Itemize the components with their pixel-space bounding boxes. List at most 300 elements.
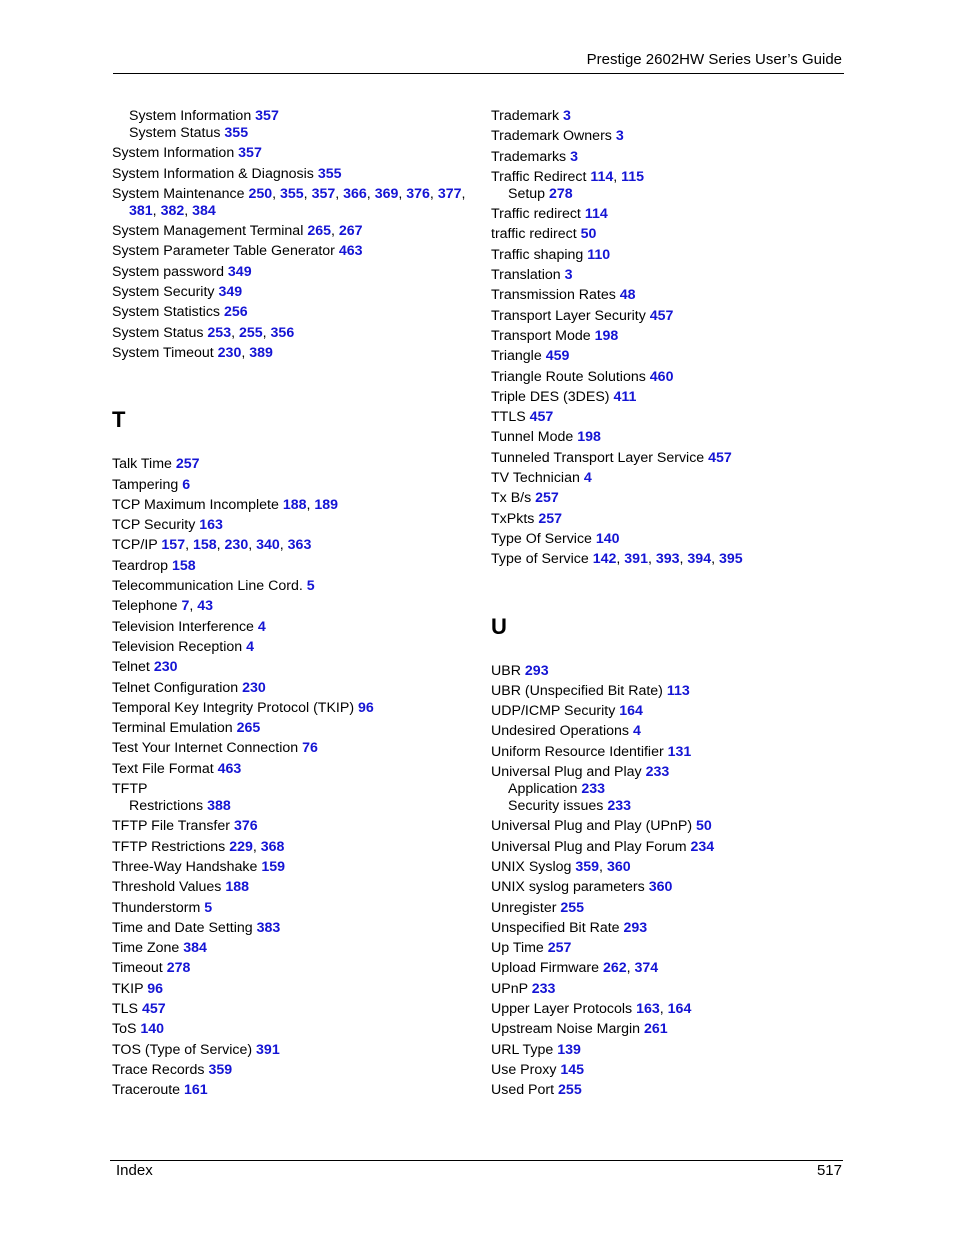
page-reference-link[interactable]: 381 <box>129 202 153 219</box>
index-term: TCP Security <box>112 517 196 534</box>
index-term: UBR <box>491 662 521 679</box>
index-term: Traffic shaping <box>491 246 584 263</box>
page-reference-link[interactable]: 389 <box>249 344 273 361</box>
page-reference-link[interactable]: 359 <box>575 858 600 875</box>
page-reference-link[interactable]: 114 <box>584 206 608 223</box>
page-reference-link[interactable]: 233 <box>607 798 632 815</box>
index-term: Text File Format <box>112 760 214 777</box>
index-term: traffic redirect <box>491 226 577 243</box>
index-term: Teardrop <box>112 557 168 574</box>
index-entry <box>112 940 482 957</box>
index-entry <box>491 490 861 507</box>
index-column-right <box>491 108 861 1102</box>
index-entry <box>491 940 861 957</box>
page-reference-link[interactable]: 115 <box>621 168 645 185</box>
index-term: ToS <box>112 1021 137 1038</box>
page-reference-link[interactable]: 145 <box>560 1061 585 1078</box>
index-term: TKIP <box>112 980 144 997</box>
section-spacer <box>491 572 861 614</box>
index-entry <box>112 1001 482 1018</box>
page-reference-link[interactable]: 459 <box>545 348 570 365</box>
page-reference-link[interactable]: 255 <box>560 899 585 916</box>
index-entry: System Maintenance 250, 355, 357, 366, 369, 376, 377, <box>112 185 466 202</box>
page-reference-link[interactable]: 363 <box>287 537 312 554</box>
page-reference-link[interactable]: 463 <box>217 760 242 777</box>
page-reference-link[interactable]: 198 <box>594 327 619 344</box>
index-term: Telecommunication Line Cord. <box>112 578 303 595</box>
page-reference-link[interactable]: 383 <box>256 919 281 936</box>
page-reference-link[interactable]: 163 <box>199 517 223 534</box>
index-term: Universal Plug and Play Forum <box>491 838 687 855</box>
index-term: TV Technician <box>491 470 580 487</box>
index-entry <box>491 450 861 467</box>
index-entry <box>491 900 861 917</box>
index-entry: UNIX Syslog 359, 360 <box>491 858 631 875</box>
page-reference-link[interactable]: 257 <box>535 490 559 507</box>
page-reference-link[interactable]: 267 <box>338 223 363 240</box>
index-term: System Information <box>129 108 252 124</box>
index-entry <box>491 744 861 761</box>
index-entry <box>491 683 861 700</box>
index-entry <box>491 108 861 125</box>
index-term: Unregister <box>491 899 557 916</box>
index-entry <box>491 267 861 284</box>
page-reference-link[interactable]: 394 <box>687 551 712 568</box>
page-reference-link[interactable]: 3 <box>615 128 624 145</box>
index-subentry <box>508 186 861 203</box>
page-reference-link[interactable]: 159 <box>261 858 285 875</box>
index-entry <box>491 764 861 781</box>
index-term: Telephone <box>112 598 178 615</box>
page-reference-link[interactable]: 96 <box>358 699 374 716</box>
page-reference-link[interactable]: 230 <box>217 344 242 361</box>
index-entry <box>491 703 861 720</box>
page-reference-link[interactable]: 376 <box>406 185 430 202</box>
index-term: Universal Plug and Play <box>491 764 642 781</box>
index-entry-continuation: 381, 382, 384 <box>129 202 216 219</box>
page-reference-link[interactable]: 189 <box>314 496 339 513</box>
index-letter-heading: U <box>491 613 507 639</box>
page-reference-link[interactable]: 230 <box>153 659 178 676</box>
page-reference-link[interactable]: 4 <box>632 723 641 740</box>
page-reference-link[interactable]: 357 <box>238 145 262 162</box>
page-reference-link[interactable]: 460 <box>649 368 674 385</box>
page-reference-link[interactable]: 355 <box>317 165 342 182</box>
page-reference-link[interactable]: 48 <box>619 287 636 304</box>
index-entry <box>491 511 861 528</box>
index-term: Tunneled Transport Layer Service <box>491 449 705 466</box>
index-entry <box>112 818 482 835</box>
index-subentry <box>129 798 482 815</box>
index-term: Time and Date Setting <box>112 919 253 936</box>
page-reference-link[interactable]: 411 <box>613 388 637 405</box>
index-entry <box>112 960 482 977</box>
index-entry: System Status 253, 255, 356 <box>112 324 295 341</box>
index-term: Uniform Resource Identifier <box>491 743 664 760</box>
page-reference-link[interactable]: 257 <box>538 510 562 527</box>
index-entry <box>112 981 482 998</box>
index-term: System Parameter Table Generator <box>112 243 335 260</box>
page-reference-link[interactable]: 384 <box>192 202 216 219</box>
page-reference-link[interactable]: 96 <box>147 980 164 997</box>
page-reference-link[interactable]: 393 <box>655 551 680 568</box>
index-entry <box>112 859 482 876</box>
page-reference-link[interactable]: 395 <box>718 551 743 568</box>
index-entry <box>491 879 861 896</box>
index-term: Talk Time <box>112 456 172 473</box>
index-term: Use Proxy <box>491 1061 557 1078</box>
page-reference-link[interactable]: 233 <box>531 980 556 997</box>
page-reference-link[interactable]: 5 <box>306 578 315 595</box>
page-reference-link[interactable]: 255 <box>558 1082 582 1099</box>
page-reference-link[interactable]: 142 <box>592 551 617 568</box>
index-term: TOS (Type of Service) <box>112 1041 253 1058</box>
index-entry: TCP/IP 157, 158, 230, 340, 363 <box>112 537 312 554</box>
page-reference-link[interactable]: 76 <box>302 740 318 757</box>
index-term: TFTP Restrictions <box>112 838 226 855</box>
page-reference-link[interactable]: 161 <box>184 1082 208 1099</box>
index-term: TLS <box>112 1000 139 1017</box>
header-divider <box>113 73 844 74</box>
index-term: Trademarks <box>491 148 567 165</box>
index-term: Temporal Key Integrity Protocol (TKIP) <box>112 699 355 716</box>
page-reference-link[interactable]: 140 <box>595 530 620 547</box>
page-reference-link[interactable]: 114 <box>590 168 614 185</box>
page-reference-link[interactable]: 110 <box>587 246 611 263</box>
index-entry <box>491 663 861 680</box>
index-term: Type of Service <box>491 551 589 568</box>
index-term: Undesired Operations <box>491 723 630 740</box>
page-reference-link[interactable]: 50 <box>696 818 712 835</box>
index-entry <box>112 1062 482 1079</box>
index-term: Triple DES (3DES) <box>491 388 610 405</box>
page-reference-link[interactable]: 113 <box>666 682 690 699</box>
index-term: Transport Layer Security <box>491 307 646 324</box>
index-entry <box>491 470 861 487</box>
index-entry: Upload Firmware 262, 374 <box>491 960 659 977</box>
index-term: TFTP <box>112 781 148 798</box>
page-reference-link[interactable]: 257 <box>547 940 572 957</box>
index-term: Traceroute <box>112 1082 181 1099</box>
index-entry <box>112 1042 482 1059</box>
index-entry <box>112 720 482 737</box>
index-term: Type Of Service <box>491 530 592 547</box>
page-reference-link[interactable]: 360 <box>606 858 631 875</box>
index-entry: Traffic Redirect 114, 115 <box>491 168 645 185</box>
index-term: System Information <box>112 145 235 162</box>
index-term: System password <box>112 263 224 280</box>
index-entry <box>112 700 482 717</box>
page-reference-link[interactable]: 457 <box>649 307 674 324</box>
index-term: Thunderstorm <box>112 899 201 916</box>
page-reference-link[interactable]: 357 <box>255 108 279 124</box>
page-reference-link[interactable]: 340 <box>256 537 280 554</box>
index-entry <box>491 206 861 223</box>
page-reference-link[interactable]: 457 <box>141 1000 166 1017</box>
index-entry <box>112 1082 482 1099</box>
page-reference-link[interactable]: 7 <box>181 598 190 615</box>
footer-section-name: Index <box>116 1162 153 1179</box>
page-reference-link[interactable]: 369 <box>374 185 399 202</box>
page-reference-link[interactable]: 357 <box>311 185 336 202</box>
index-term: System Security <box>112 284 215 301</box>
index-term: Time Zone <box>112 940 180 957</box>
page-reference-link[interactable]: 253 <box>207 324 232 341</box>
page-reference-link[interactable]: 198 <box>577 429 601 446</box>
index-entry <box>491 920 861 937</box>
page-reference-link[interactable]: 457 <box>529 409 554 426</box>
index-term: System Maintenance <box>112 185 245 202</box>
index-entry <box>491 981 861 998</box>
page-reference-link[interactable]: 4 <box>257 618 266 635</box>
index-term: Tunnel Mode <box>491 429 574 446</box>
index-term: Trademark Owners <box>491 128 612 145</box>
index-entry: TFTP Restrictions 229, 368 <box>112 838 285 855</box>
page-reference-link[interactable]: 158 <box>192 537 217 554</box>
page-reference-link[interactable]: 349 <box>218 284 243 301</box>
section-spacer <box>112 365 482 407</box>
page-reference-link[interactable]: 3 <box>564 267 573 284</box>
page-reference-link[interactable]: 377 <box>437 185 462 202</box>
index-entry <box>112 740 482 757</box>
page-reference-link[interactable]: 5 <box>204 899 213 916</box>
page-reference-link[interactable]: 265 <box>307 223 331 240</box>
index-entry <box>491 348 861 365</box>
index-term: Trace Records <box>112 1061 205 1078</box>
index-entry <box>491 1082 861 1099</box>
index-entry <box>112 639 482 656</box>
page-reference-link[interactable]: 262 <box>602 960 627 977</box>
index-entry <box>491 839 861 856</box>
page-reference-link[interactable]: 4 <box>246 638 254 655</box>
page-reference-link[interactable]: 188 <box>225 879 249 896</box>
index-term: UNIX Syslog <box>491 858 572 875</box>
index-term: Unspecified Bit Rate <box>491 919 620 936</box>
page-reference-link[interactable]: 250 <box>248 185 273 202</box>
index-term: Transmission Rates <box>491 287 616 304</box>
page-reference-link[interactable]: 230 <box>224 537 249 554</box>
index-term: UPnP <box>491 980 528 997</box>
index-term: TTLS <box>491 409 526 426</box>
index-entry <box>491 226 861 243</box>
index-term: UDP/ICMP Security <box>491 703 616 720</box>
index-entry <box>112 879 482 896</box>
index-entry <box>112 1021 482 1038</box>
index-term: UBR (Unspecified Bit Rate) <box>491 682 663 699</box>
page-reference-link[interactable]: 261 <box>643 1021 668 1038</box>
page-reference-link[interactable]: 388 <box>207 798 231 815</box>
index-term: Transport Mode <box>491 327 591 344</box>
index-entry <box>491 308 861 325</box>
section-spacer <box>491 640 861 663</box>
index-term: Upload Firmware <box>491 960 600 977</box>
index-entry <box>491 723 861 740</box>
index-column-left <box>112 108 482 1102</box>
page-reference-link[interactable]: 349 <box>227 263 252 280</box>
page-reference-link[interactable]: 368 <box>260 838 285 855</box>
index-term: Up Time <box>491 940 544 957</box>
index-term: System Statistics <box>112 304 221 321</box>
page-reference-link[interactable]: 265 <box>236 720 261 737</box>
page-reference-link[interactable]: 293 <box>524 662 549 679</box>
page-reference-link[interactable]: 50 <box>580 226 597 243</box>
index-subentry <box>129 125 482 142</box>
index-term: Security issues <box>508 798 604 815</box>
page-reference-link[interactable]: 230 <box>242 679 266 696</box>
page-reference-link[interactable]: 255 <box>238 324 263 341</box>
index-term: Application <box>508 781 578 798</box>
index-entry: Upper Layer Protocols 163, 164 <box>491 1000 692 1017</box>
index-entry <box>112 166 482 183</box>
index-term: Three-Way Handshake <box>112 858 258 875</box>
index-term: TxPkts <box>491 510 535 527</box>
section-spacer <box>112 433 482 456</box>
index-term: Traffic Redirect <box>491 168 587 185</box>
index-entry <box>112 761 482 778</box>
index-term: UNIX syslog parameters <box>491 879 645 896</box>
index-term: Setup <box>508 185 546 202</box>
index-term: Television Reception <box>112 638 243 655</box>
index-entry <box>491 1042 861 1059</box>
page-reference-link[interactable]: 384 <box>183 940 207 957</box>
index-subentry <box>129 108 482 125</box>
page-reference-link[interactable]: 355 <box>224 125 249 141</box>
index-term: Timeout <box>112 960 163 977</box>
page-reference-link[interactable]: 355 <box>280 185 304 202</box>
index-term: System Status <box>129 125 221 141</box>
page-reference-link[interactable]: 229 <box>229 838 253 855</box>
index-entry <box>491 287 861 304</box>
index-entry <box>112 477 482 494</box>
page-reference-link[interactable]: 391 <box>624 551 648 568</box>
index-entry <box>491 328 861 345</box>
index-entry <box>112 619 482 636</box>
page-reference-link[interactable]: 391 <box>256 1041 280 1058</box>
index-entry <box>491 818 861 835</box>
index-term: URL Type <box>491 1041 554 1058</box>
index-entry: Type of Service 142, 391, 393, 394, 395 <box>491 551 743 568</box>
index-term: System Timeout <box>112 344 214 361</box>
page-reference-link[interactable]: 163 <box>636 1000 660 1017</box>
index-entry <box>112 680 482 697</box>
index-entry <box>112 781 482 798</box>
page-reference-link[interactable]: 463 <box>338 243 363 260</box>
page-reference-link[interactable]: 374 <box>634 960 659 977</box>
index-term: System Status <box>112 324 204 341</box>
page-reference-link[interactable]: 356 <box>270 324 295 341</box>
page-reference-link[interactable]: 140 <box>140 1021 165 1038</box>
index-term: Television Interference <box>112 618 254 635</box>
index-entry <box>112 264 482 281</box>
page-reference-link[interactable]: 6 <box>182 476 191 493</box>
page-reference-link[interactable]: 3 <box>570 148 578 165</box>
index-term: TCP/IP <box>112 537 158 554</box>
index-term: Triangle Route Solutions <box>491 368 646 385</box>
page-reference-link[interactable]: 257 <box>175 456 200 473</box>
index-entry <box>112 659 482 676</box>
page-reference-link[interactable]: 157 <box>161 537 186 554</box>
index-term: Restrictions <box>129 798 204 815</box>
index-entry <box>112 920 482 937</box>
page-reference-link[interactable]: 293 <box>623 919 648 936</box>
index-term: Upper Layer Protocols <box>491 1000 633 1017</box>
index-term: Telnet Configuration <box>112 679 239 696</box>
index-entry <box>112 900 482 917</box>
page-reference-link[interactable]: 376 <box>233 818 258 835</box>
index-term: Traffic redirect <box>491 206 581 223</box>
index-entry <box>491 389 861 406</box>
index-entry <box>491 531 861 548</box>
index-entry: Telephone 7, 43 <box>112 598 213 615</box>
index-term: Used Port <box>491 1082 555 1099</box>
page-reference-link[interactable]: 234 <box>690 838 715 855</box>
index-term: Upstream Noise Margin <box>491 1021 641 1038</box>
index-term: TCP Maximum Incomplete <box>112 496 279 513</box>
footer-page-number: 517 <box>816 1162 842 1179</box>
index-entry: System Management Terminal 265, 267 <box>112 223 363 240</box>
page-reference-link[interactable]: 139 <box>557 1041 581 1058</box>
index-term: TFTP File Transfer <box>112 818 230 835</box>
page-reference-link[interactable]: 158 <box>171 557 196 574</box>
index-entry <box>491 247 861 264</box>
page-reference-link[interactable]: 131 <box>667 743 692 760</box>
page-reference-link[interactable]: 382 <box>160 202 185 219</box>
index-term: Telnet <box>112 659 150 676</box>
index-entry <box>112 284 482 301</box>
index-entry <box>112 243 482 260</box>
index-term: Universal Plug and Play (UPnP) <box>491 818 693 835</box>
page-reference-link[interactable]: 360 <box>648 879 673 896</box>
page-reference-link[interactable]: 3 <box>563 108 571 124</box>
page-reference-link[interactable]: 164 <box>667 1000 692 1017</box>
index-term: Terminal Emulation <box>112 720 233 737</box>
page-reference-link[interactable]: 4 <box>583 470 592 487</box>
index-letter-heading: T <box>112 407 126 433</box>
page-reference-link[interactable]: 188 <box>282 496 307 513</box>
index-entry <box>491 369 861 386</box>
index-entry <box>112 517 482 534</box>
index-entry <box>491 409 861 426</box>
page-reference-link[interactable]: 43 <box>197 598 213 615</box>
index-term: Translation <box>491 267 561 284</box>
index-term: Triangle <box>491 348 542 365</box>
index-term: System Management Terminal <box>112 223 304 240</box>
index-term: Threshold Values <box>112 879 222 896</box>
page-reference-link[interactable]: 233 <box>645 764 670 781</box>
running-header-title: Prestige 2602HW Series User’s Guide <box>586 51 842 68</box>
index-term: Tampering <box>112 476 179 493</box>
index-term: System Information & Diagnosis <box>112 165 314 182</box>
footer-divider <box>110 1160 843 1161</box>
page-reference-link[interactable]: 278 <box>166 960 191 977</box>
index-entry <box>112 558 482 575</box>
page-reference-link[interactable]: 256 <box>223 304 248 321</box>
page-reference-link[interactable]: 359 <box>208 1061 233 1078</box>
index-entry <box>491 1021 861 1038</box>
index-entry <box>112 456 482 473</box>
page-reference-link[interactable]: 278 <box>549 185 573 202</box>
index-entry <box>491 1062 861 1079</box>
page-reference-link[interactable]: 164 <box>619 703 643 720</box>
page-reference-link[interactable]: 457 <box>708 449 732 466</box>
index-subentry <box>508 798 861 815</box>
index-entry <box>112 578 482 595</box>
index-entry: TCP Maximum Incomplete 188, 189 <box>112 496 339 513</box>
index-subentry <box>508 781 861 798</box>
page-reference-link[interactable]: 366 <box>343 185 367 202</box>
page-reference-link[interactable]: 233 <box>581 781 606 798</box>
index-entry <box>491 149 861 166</box>
